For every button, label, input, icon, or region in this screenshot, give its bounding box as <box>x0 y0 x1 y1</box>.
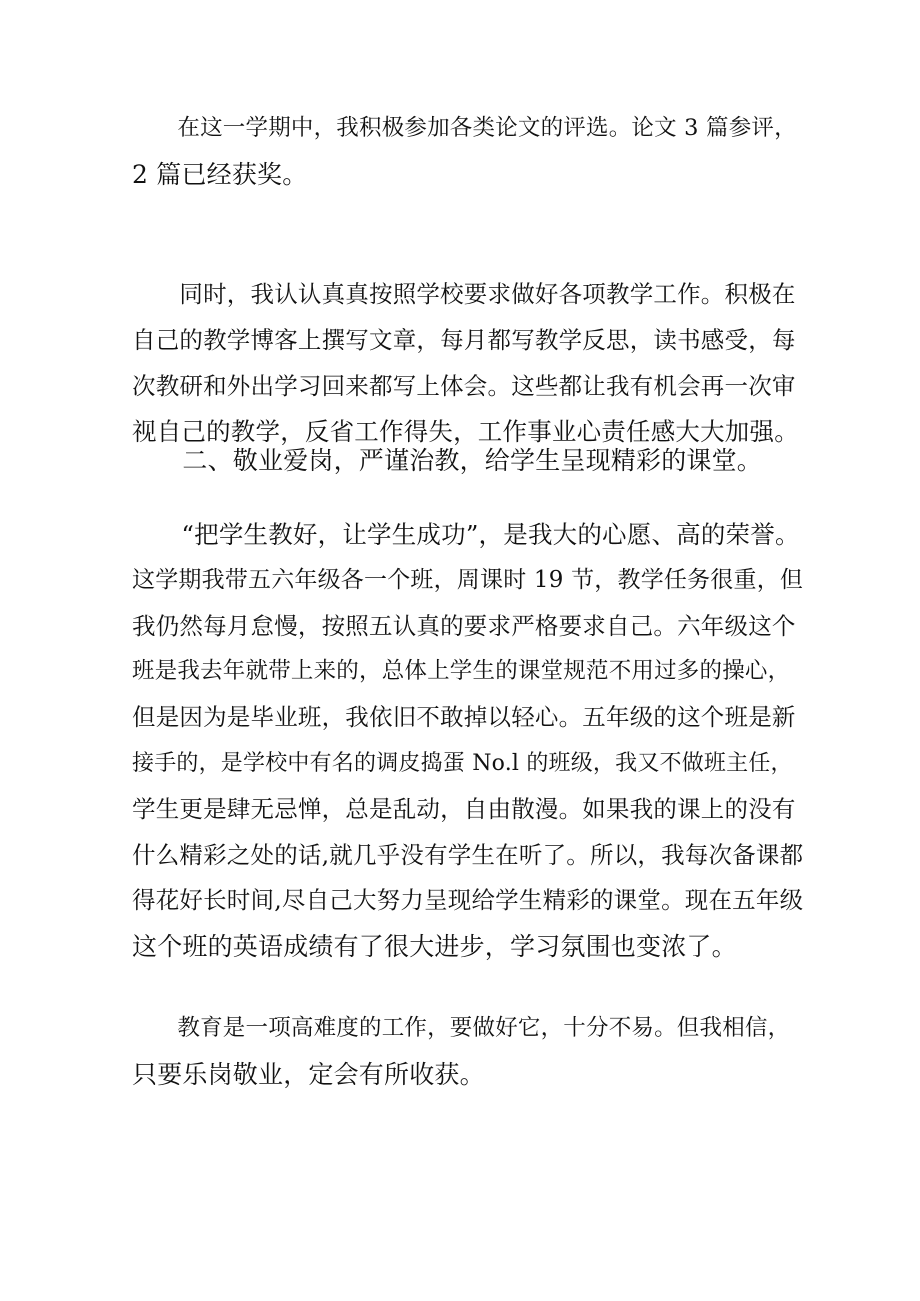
text-line: 班是我去年就带上来的，总体上学生的课堂规范不用过多的操心， <box>132 658 791 685</box>
text-line: 但是因为是毕业班，我依旧不敢掉以轻心。五年级的这个班是新 <box>132 703 796 732</box>
section-heading <box>132 438 804 484</box>
text-line: 接手的，是学校中有名的调皮捣蛋 No.l 的班级，我又不做班主任， <box>132 750 793 776</box>
text-line: 自己的教学博客上撰写文章，每月都写教学反思，读书感受，每 <box>132 325 796 354</box>
text-line: 得花好长时间,尽自己大努力呈现给学生精彩的课堂。现在五年级 <box>132 886 804 915</box>
text-line: 在这一学期中，我积极参加各类论文的评选。论文 3 篇参评， <box>132 115 797 141</box>
text-line: 教育是一项高难度的工作，要做好它，十分不易。但我相信， <box>132 1015 791 1041</box>
text-line: 这学期我带五六年级各一个班，周课时 19 节，教学任务很重，但 <box>132 566 804 593</box>
text-line: 这个班的英语成绩有了很大进步，学习氛围也变浓了。 <box>132 932 737 962</box>
text-line: 什么精彩之处的话,就几乎没有学生在听了。所以，我每次备课都 <box>132 840 804 869</box>
text-line: 只要乐岗敬业，定会有所收获。 <box>132 1059 485 1089</box>
text-line: 2 篇已经获奖。 <box>132 159 308 189</box>
text-line: 次教研和外出学习回来都写上体会。这些都让我有机会再一次审 <box>132 371 796 400</box>
heading-line: 二、敬业爱岗，严谨治教，给学生呈现精彩的课堂。 <box>132 446 763 475</box>
text-line: 我仍然每月怠慢，按照五认真的要求严格要求自己。六年级这个 <box>132 611 796 640</box>
text-line: 视自己的教学，反省工作得失，工作事业心责任感大大加强。 <box>132 417 799 447</box>
paragraph-classroom <box>132 512 804 970</box>
text-line: “把学生教好，让学生成功”，是我大的心愿、高的荣誉。 <box>132 520 800 549</box>
text-line: 同时，我认认真真按照学校要求做好各项教学工作。积极在 <box>132 280 796 308</box>
paragraph-teaching-work <box>132 272 804 455</box>
paragraph-paper-awards <box>132 106 804 198</box>
text-line: 学生更是肆无忌惮，总是乱动，自由散漫。如果我的课上的没有 <box>132 794 796 823</box>
paragraph-conclusion <box>132 1006 804 1098</box>
